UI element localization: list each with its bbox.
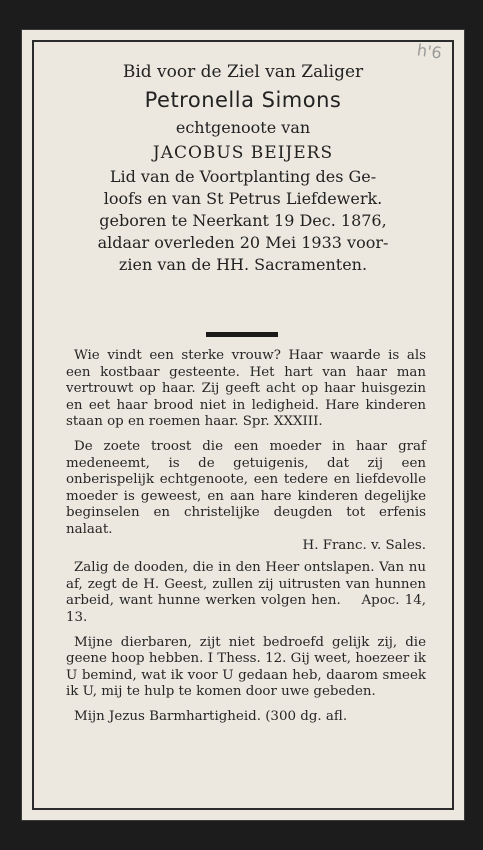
prayer-line: Mijn Jezus Barmhartigheid. (300 dg. afl. — [74, 708, 348, 724]
header-line: Lid van de Voortplanting des Ge- — [109, 167, 377, 186]
spouse-name: JACOBUS BEIJERS — [152, 143, 334, 163]
verse-attribution: H. Franc. v. Sales. — [302, 537, 426, 553]
deceased-name: Petronella Simons — [144, 88, 342, 112]
verse-text: Zalig de dooden, die in den Heer ontslapen. Van nu af, zegt de H. Geest, zullen zij uitrusten van hunnen arbeid, want hunne werken volgen hen. — [66, 560, 426, 609]
pencil-annotation: h'6 — [416, 40, 444, 63]
verse-reference: Apoc. 14, 13. — [66, 593, 426, 625]
verse-paragraph — [66, 560, 426, 626]
header-line: zien van de HH. Sacramenten. — [118, 255, 368, 274]
verse-paragraph — [66, 439, 426, 539]
verse-text: De zoete troost die een moeder in haar graf medeneemt, is de getuigenis, dat zij een onberispelijk echtgenoote, een tedere en liefdevolle moeder is geweest, en aan hare kinderen degelijke beginselen en christelijke deugden tot erfenis nalaat. — [66, 438, 426, 537]
spouse-label: echtgenoote van — [175, 118, 311, 137]
header-line: aldaar overleden 20 Mei 1933 voor- — [97, 233, 389, 252]
verse-paragraph: Mijne dierbaren, zijt niet bedroefd gelijk zij, die geene hoop hebben. I Thess. 12. Gij weet, hoezeer ik U bemind, wat ik voor U gedaan heb, daarom smeek ik U, mij te hulp te komen door uwe gebeden. — [66, 634, 426, 700]
verse-paragraph: Wie vindt een sterke vrouw? Haar waarde is als een kostbaar gesteente. Het hart van haar man vertrouwt op haar. Zij geeft acht op haar huisgezin en eet haar brood niet in ledigheid. Hare kinderen staan op en roemen haar. Spr. XXXIII. — [66, 348, 426, 430]
header-line: loofs en van St Petrus Liefdewerk. — [103, 189, 383, 208]
memorial-card — [22, 30, 464, 820]
prayer-request: Bid voor de Ziel van Zaliger — [122, 62, 364, 82]
header-line: geboren te Neerkant 19 Dec. 1876, — [99, 211, 387, 230]
card-text — [66, 348, 426, 733]
card-header — [22, 60, 464, 276]
divider-rule — [206, 332, 278, 337]
